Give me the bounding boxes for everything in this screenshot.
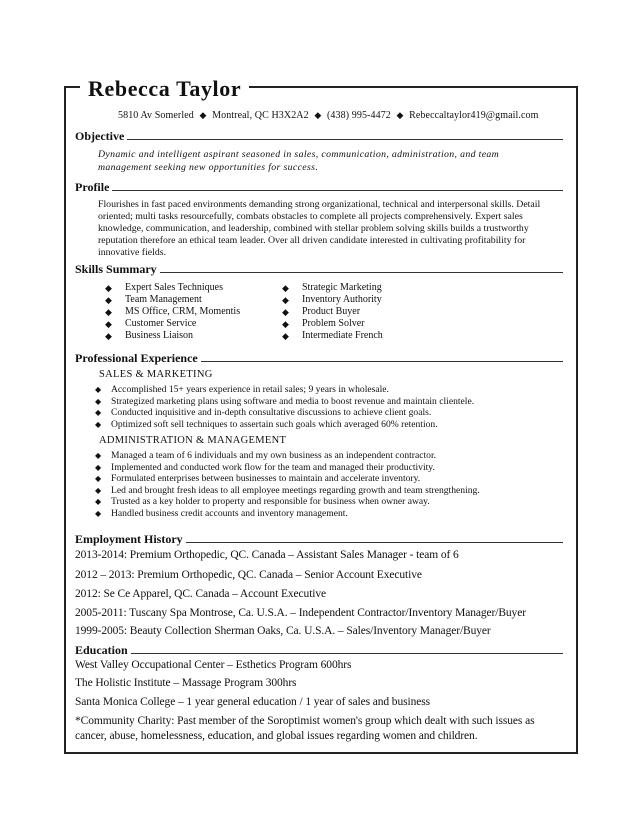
phone: (438) 995-4472 bbox=[326, 110, 391, 121]
address: 5810 Av Somerled bbox=[118, 110, 194, 121]
diamond-bullet-icon: ◆ bbox=[282, 307, 289, 317]
community-note: *Community Charity: Past member of the Soroptimist women's group which dealt with such issues as cancer, abuse, homelessness, education, and global issues regarding women and children. bbox=[75, 715, 535, 742]
list-item: ◆ Handled business credit accounts and inventory management. bbox=[95, 507, 348, 519]
sales-list bbox=[95, 384, 474, 430]
profile-heading: Profile bbox=[75, 180, 563, 195]
diamond-bullet-icon: ◆ bbox=[95, 462, 102, 472]
education-entry: West Valley Occupational Center – Esthetics Program 600hrs bbox=[75, 659, 352, 671]
profile-text: Flourishes in fast paced environments demanding strong organizational, technical and interpersonal skills. Detail oriented; multi tasks resourcefully, combats obstacles to complete all projects comprehensively. Expert sales knowledge, communication, and leadership, combined with stellar problem solving skills builds a trustworthy reputation therefore an ethical team leader. Over all driven candidate interested in cultivating profitability for innovative fields. bbox=[98, 199, 541, 258]
objective-text: Dynamic and intelligent aspirant seasoned in sales, communication, administration, and team management seeking new opportunities for success. bbox=[98, 149, 500, 173]
list-item: ◆ Intermediate French bbox=[282, 330, 383, 341]
diamond-bullet-icon: ◆ bbox=[105, 295, 112, 305]
diamond-bullet-icon: ◆ bbox=[282, 331, 289, 341]
city: Montreal, QC H3X2A2 bbox=[212, 110, 309, 121]
diamond-bullet-icon: ◆ bbox=[282, 319, 289, 329]
diamond-separator-icon: ◆ bbox=[314, 110, 322, 120]
list-item: ◆ MS Office, CRM, Momentis bbox=[105, 306, 241, 317]
list-item: ◆ Managed a team of 6 individuals and my own business as an independent contractor. bbox=[95, 450, 437, 461]
list-item: ◆ Conducted inquisitive and in-depth consultative discussions to achieve client goals. bbox=[95, 407, 432, 419]
diamond-bullet-icon: ◆ bbox=[95, 508, 102, 518]
list-item: ◆ Expert Sales Techniques bbox=[105, 282, 223, 293]
employment-heading: Employment History bbox=[75, 532, 563, 547]
list-item: ◆ Product Buyer bbox=[282, 306, 361, 317]
contact-line bbox=[118, 110, 539, 121]
name-block bbox=[80, 78, 249, 100]
list-item: ◆ Strategic Marketing bbox=[282, 282, 382, 293]
diamond-separator-icon: ◆ bbox=[396, 110, 404, 120]
diamond-bullet-icon: ◆ bbox=[105, 283, 112, 293]
diamond-bullet-icon: ◆ bbox=[95, 474, 102, 484]
diamond-separator-icon: ◆ bbox=[199, 110, 207, 120]
skills-right-column bbox=[282, 282, 472, 342]
diamond-bullet-icon: ◆ bbox=[282, 295, 289, 305]
experience-heading: Professional Experience bbox=[75, 351, 563, 366]
list-item: ◆ Strategized marketing plans using software and media to boost revenue and maintain clientele. bbox=[95, 395, 475, 407]
sales-subheading: SALES & MARKETING bbox=[99, 369, 213, 380]
diamond-bullet-icon: ◆ bbox=[95, 385, 102, 394]
objective-heading: Objective bbox=[75, 129, 563, 144]
list-item: ◆ Formulated enterprises between businesses to maintain and accelerate inventory. bbox=[95, 473, 421, 485]
list-item: ◆ Implemented and conducted work flow for the team and managed their productivity. bbox=[95, 461, 435, 473]
email: Rebeccaltaylor419@gmail.com bbox=[409, 110, 539, 121]
list-item: ◆ Business Liaison bbox=[105, 330, 194, 341]
diamond-bullet-icon: ◆ bbox=[95, 396, 102, 406]
education-entry: Santa Monica College – 1 year general education / 1 year of sales and business bbox=[75, 696, 430, 708]
employment-entry: 2012 – 2013: Premium Orthopedic, QC. Canada – Senior Account Executive bbox=[75, 569, 422, 581]
list-item: ◆ Problem Solver bbox=[282, 318, 365, 329]
education-heading: Education bbox=[75, 643, 563, 658]
diamond-bullet-icon: ◆ bbox=[105, 331, 112, 341]
employment-entry: 2012: Se Ce Apparel, QC. Canada – Account Executive bbox=[75, 588, 327, 600]
diamond-bullet-icon: ◆ bbox=[105, 307, 112, 317]
employment-entry: 2013-2014: Premium Orthopedic, QC. Canada – Assistant Sales Manager - team of 6 bbox=[75, 549, 459, 561]
list-item: ◆ Customer Service bbox=[105, 318, 197, 329]
education-entry: The Holistic Institute – Massage Program 300hrs bbox=[75, 677, 297, 689]
list-item: ◆ Team Management bbox=[105, 294, 202, 305]
list-item: ◆ Inventory Authority bbox=[282, 294, 382, 305]
diamond-bullet-icon: ◆ bbox=[95, 497, 102, 507]
list-item: ◆ Trusted as a key holder to property and responsible for business when owner away. bbox=[95, 496, 430, 508]
list-item: ◆ Accomplished 15+ years experience in retail sales; 9 years in wholesale. bbox=[95, 384, 389, 395]
diamond-bullet-icon: ◆ bbox=[95, 485, 102, 495]
diamond-bullet-icon: ◆ bbox=[95, 419, 102, 429]
list-item: ◆ Led and brought fresh ideas to all employee meetings regarding growth and team strengthening. bbox=[95, 484, 480, 496]
diamond-bullet-icon: ◆ bbox=[95, 451, 102, 460]
diamond-bullet-icon: ◆ bbox=[95, 408, 102, 418]
diamond-bullet-icon: ◆ bbox=[282, 283, 289, 293]
employment-entry: 1999-2005: Beauty Collection Sherman Oaks, Ca. U.S.A. – Sales/Inventory Manager/Buyer bbox=[75, 625, 491, 637]
candidate-name: Rebecca Taylor bbox=[88, 76, 242, 101]
skills-heading: Skills Summary bbox=[75, 262, 563, 277]
admin-subheading: ADMINISTRATION & MANAGEMENT bbox=[99, 435, 287, 446]
diamond-bullet-icon: ◆ bbox=[105, 319, 112, 329]
list-item: ◆ Optimized soft sell techniques to assertain such goals which averaged 60% retention. bbox=[95, 418, 438, 430]
skills-left-column bbox=[105, 282, 295, 342]
employment-entry: 2005-2011: Tuscany Spa Montrose, Ca. U.S.A. – Independent Contractor/Inventory Manager/Buyer bbox=[75, 607, 526, 619]
admin-list bbox=[95, 450, 480, 520]
